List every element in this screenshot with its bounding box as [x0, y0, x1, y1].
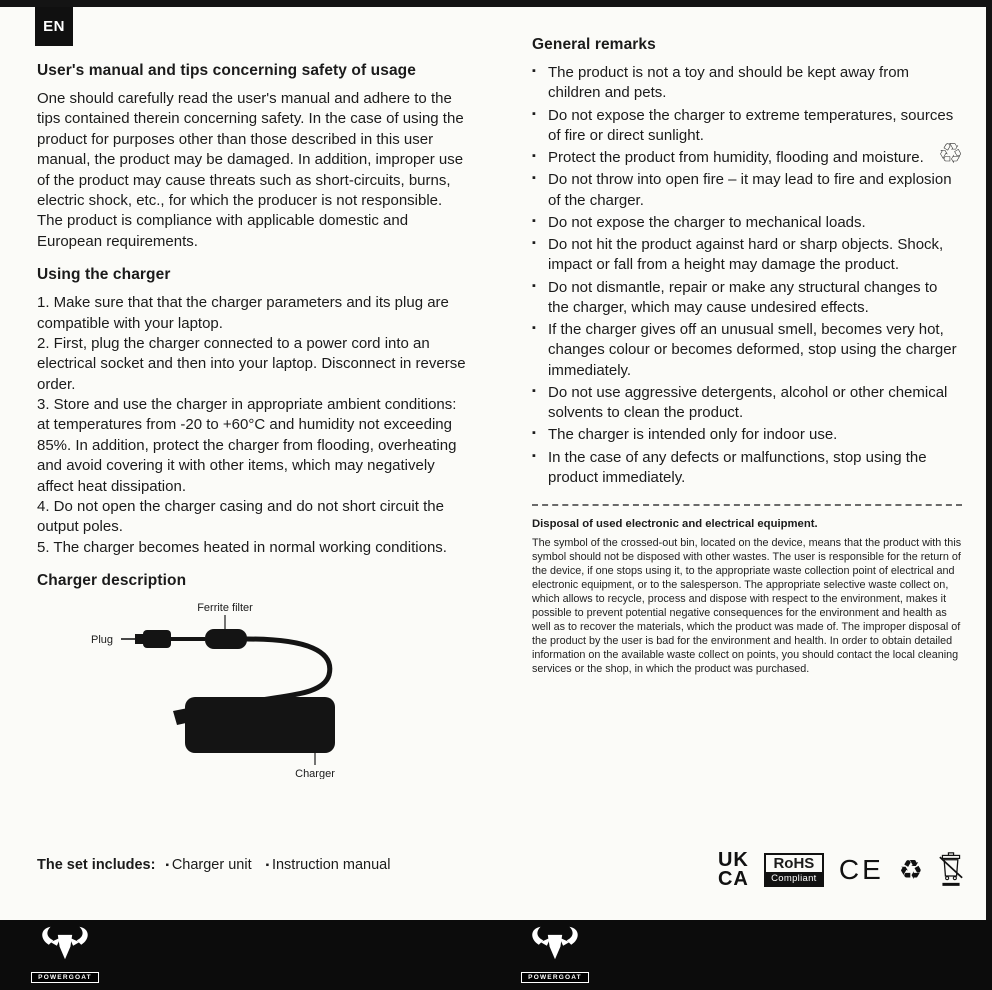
- powergoat-wordmark: POWERGOAT: [521, 972, 589, 983]
- usage-steps: [37, 293, 469, 558]
- rohs-compliant-label: Compliant: [766, 872, 822, 885]
- recycling-triangle-icon: ♲: [938, 138, 964, 169]
- remark-item: ▪ Do not expose the charger to mechanical loads.: [532, 213, 962, 233]
- ukca-line1: UK: [717, 849, 749, 871]
- usage-step: 4. Do not open the charger casing and do not short circuit the output poles.: [37, 498, 444, 536]
- usage-step: 1. Make sure that that the charger parameters and its plug are compatible with your laptop.: [37, 294, 449, 332]
- ce-mark: CE: [838, 854, 884, 885]
- remark-item: ▪ If the charger gives off an unusual smell, becomes very hot, changes colour or becomes deformed, stop using the charger immediately.: [532, 320, 962, 381]
- safety-paragraph: One should carefully read the user's manual and adhere to the tips contained therein concerning safety. In the case of using the product for purposes other than those described in this user manual, the product may be damaged. In addition, improper use of the product may cause threats such as short-circuits, burns, electric shock, etc., for which the producer is not responsible. The product is compliance with applicable domestic and European requirements.: [37, 90, 464, 250]
- general-remarks-list: [532, 63, 962, 488]
- remark-item: ▪ The product is not a toy and should be kept away from children and pets.: [532, 63, 962, 104]
- powergoat-logo: [520, 925, 590, 984]
- powergoat-wordmark: POWERGOAT: [31, 972, 99, 983]
- ferrite-filter-label: Ferrite filter: [197, 602, 253, 615]
- set-item: ▪ Charger unit: [165, 857, 251, 873]
- usage-step: 3. Store and use the charger in appropriate ambient conditions: at temperatures from -20 to +60°C and humidity not exceeding 85%. In addition, protect the charger from flooding, overheating and avoid covering it with other items, which may negatively affect heat dissipation.: [37, 396, 457, 495]
- remark-item: ▪ Do not use aggressive detergents, alcohol or other chemical solvents to clean the product.: [532, 383, 962, 424]
- brand-band: [0, 920, 992, 990]
- right-column: [532, 36, 962, 676]
- dashed-divider: [532, 504, 962, 506]
- plug-label: Plug: [91, 634, 114, 647]
- certification-marks: [690, 845, 964, 895]
- remark-item: ▪ Do not expose the charger to extreme temperatures, sources of fire or direct sunlight.: [532, 106, 962, 147]
- disposal-paragraph: The symbol of the crossed-out bin, located on the device, means that the product with this symbol should not be disposed with other wastes. The user is responsible for the return of the device, if one stops using it, to the appropriate waste collection point of electrical and electronic equipment, or to the salesperson. The appropriate selective waste collect on, which allows to recycle, process and dispose with respect to the environment, makes it possible to prevent potential negative consequences for the environment and health as well as to recover the materials, which the product was made of. The improper disposal of the product by the user is bad for the environment and health. In order to obtain detailed information on the available waste collect on points, you should contact the local cleaning services or the shop, in which the product was purchased.: [532, 537, 962, 676]
- ukca-mark: [718, 851, 749, 889]
- powergoat-logo: [30, 925, 100, 984]
- charger-label: Charger: [295, 768, 335, 780]
- disposal-heading: Disposal of used electronic and electrical equipment.: [532, 518, 818, 530]
- usage-step: 5. The charger becomes heated in normal working conditions.: [37, 538, 447, 556]
- charger-diagram: [77, 599, 469, 784]
- language-badge: EN: [35, 7, 73, 46]
- goat-head-icon: [527, 925, 583, 961]
- using-charger-heading: Using the charger: [37, 266, 171, 284]
- rohs-mark: [764, 853, 824, 887]
- set-includes-line: [37, 857, 400, 873]
- usage-step: 2. First, plug the charger connected to a power cord into an electrical socket and then into your laptop. Disconnect in reverse order.: [37, 334, 466, 393]
- charger-diagram-figure: [77, 599, 407, 779]
- safety-heading: User's manual and tips concerning safety of usage: [37, 62, 416, 79]
- page-top-edge: [0, 0, 992, 7]
- remark-item: ▪ In the case of any defects or malfunctions, stop using the product immediately.: [532, 448, 962, 489]
- remark-item: ▪ Do not dismantle, repair or make any structural changes to the charger, which may cause undesired effects.: [532, 278, 962, 319]
- set-includes-label: The set includes:: [37, 857, 156, 873]
- recycling-icon: ♻: [898, 854, 923, 885]
- general-remarks-heading: General remarks: [532, 36, 656, 53]
- ukca-line2: CA: [717, 868, 749, 890]
- set-item: ▪ Instruction manual: [266, 857, 391, 873]
- rohs-label: RoHS: [773, 855, 815, 872]
- page-right-edge: [986, 0, 992, 990]
- remark-item: ▪ The charger is intended only for indoor use.: [532, 425, 962, 445]
- remark-item: ▪ Do not throw into open fire – it may lead to fire and explosion of the charger.: [532, 170, 962, 211]
- charger-description-heading: Charger description: [37, 572, 187, 590]
- left-column: [37, 62, 469, 784]
- goat-head-icon: [37, 925, 93, 961]
- remark-item: ▪ Do not hit the product against hard or sharp objects. Shock, impact or fall from a height may damage the product.: [532, 235, 962, 276]
- remark-item: ▪ Protect the product from humidity, flooding and moisture.: [532, 148, 962, 168]
- weee-crossed-bin-icon: [938, 852, 964, 888]
